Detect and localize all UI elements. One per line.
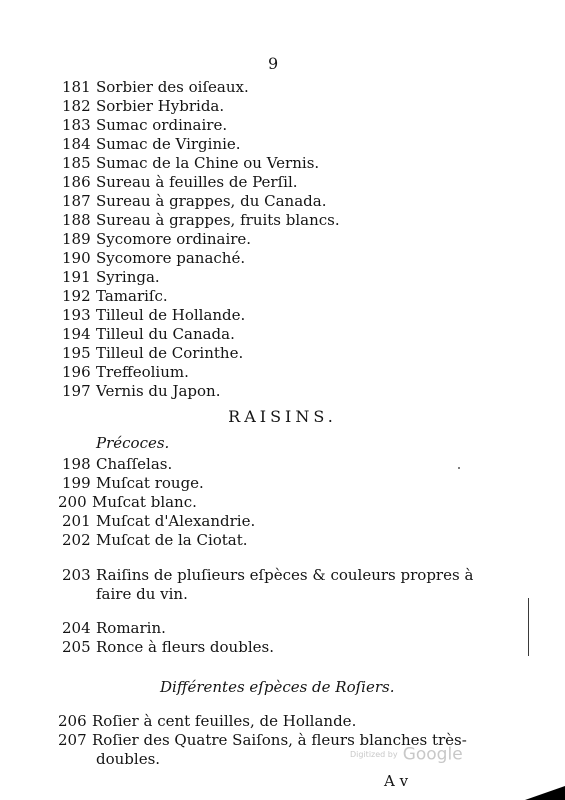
list-item: 194 Tilleul du Canada.: [62, 325, 235, 343]
list-item: 201 Muſcat d'Alexandrie.: [62, 512, 256, 530]
list-item: 205 Ronce à fleurs doubles.: [62, 638, 274, 656]
list-item: 206 Roſier à cent feuilles, de Hollande.: [58, 712, 357, 730]
list-item-continuation: faire du vin.: [96, 585, 188, 603]
list-item: 202 Muſcat de la Ciotat.: [62, 531, 248, 549]
list-item: 204 Romarin.: [62, 619, 166, 637]
list-item: 189 Sycomore ordinaire.: [62, 230, 252, 248]
list-item: 187 Sureau à grappes, du Canada.: [62, 192, 327, 210]
list-item: 196 Treffeolium.: [62, 363, 189, 381]
list-item: 188 Sureau à grappes, fruits blancs.: [62, 211, 340, 229]
list-item: 190 Sycomore panaché.: [62, 249, 246, 267]
page-number: 9: [268, 54, 279, 73]
list-item: 193 Tilleul de Hollande.: [62, 306, 246, 324]
list-item: 184 Sumac de Virginie.: [62, 135, 241, 153]
margin-rule: [528, 598, 529, 656]
digitization-watermark: Digitized by Google: [350, 744, 463, 765]
list-item: 198 Chaſſelas.: [62, 455, 173, 473]
list-item-continuation: doubles.: [96, 750, 161, 768]
list-item: 199 Muſcat rouge.: [62, 474, 204, 492]
list-item: 207 Roſier des Quatre Saiſons, à fleurs blanches très-: [58, 731, 467, 749]
list-item: 195 Tilleul de Corinthe.: [62, 344, 244, 362]
list-item: 186 Sureau à feuilles de Perſil.: [62, 173, 298, 191]
scan-corner-shadow: [525, 786, 565, 800]
list-item: 183 Sumac ordinaire.: [62, 116, 228, 134]
list-item: 192 Tamariſc.: [62, 287, 168, 305]
list-item: 181 Sorbier des oiſeaux.: [62, 78, 249, 96]
section-heading: RAISINS.: [228, 407, 337, 426]
list-item: 203 Raiſins de pluſieurs eſpèces & couleurs propres à: [62, 566, 474, 584]
subsection-heading: Précoces.: [96, 434, 170, 452]
list-item: 191 Syringa.: [62, 268, 160, 286]
list-item: 185 Sumac de la Chine ou Vernis.: [62, 154, 320, 172]
list-item: 182 Sorbier Hybrida.: [62, 97, 225, 115]
stray-mark: [458, 467, 460, 469]
subsection-heading: Différentes eſpèces de Roſiers.: [160, 678, 395, 696]
list-item: 197 Vernis du Japon.: [62, 382, 221, 400]
list-item: 200 Muſcat blanc.: [58, 493, 197, 511]
signature-mark: A v: [384, 772, 409, 790]
